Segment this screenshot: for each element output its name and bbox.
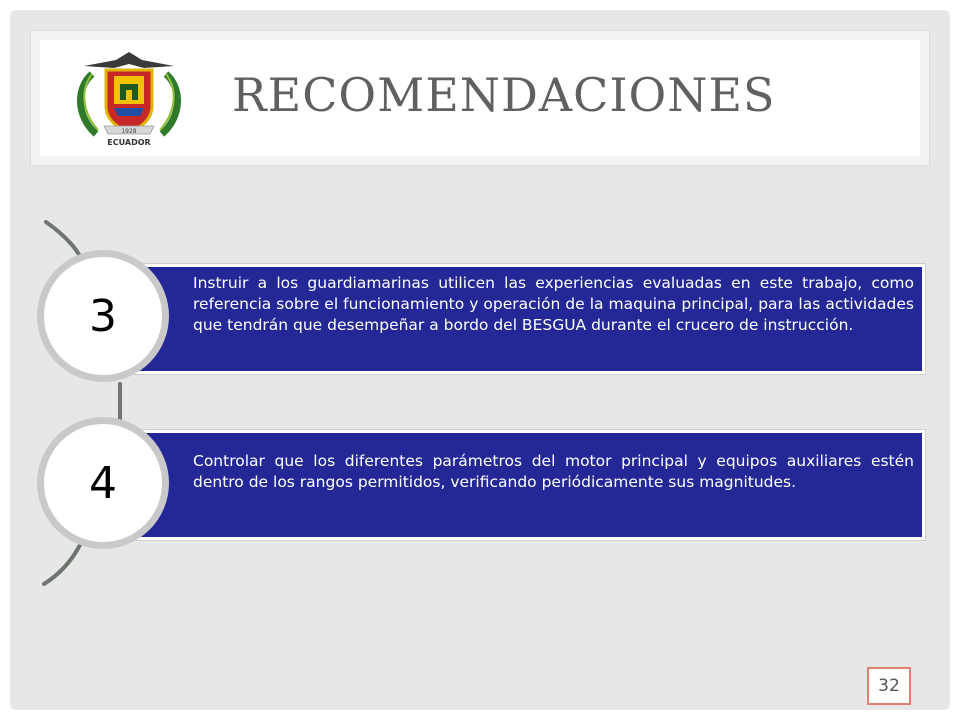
- step-number-badge: 4: [37, 417, 169, 549]
- svg-text:ECUADOR: ECUADOR: [107, 138, 151, 147]
- page-title: RECOMENDACIONES: [232, 68, 776, 122]
- list-item-text: Controlar que los diferentes parámetros del motor principal y equipos auxiliares estén dentro de los rangos permitidos, verificando periódicamente sus magnitudes.: [193, 452, 914, 491]
- list-item-4: [128, 430, 925, 540]
- list-item-text: Instruir a los guardiamarinas utilicen las experiencias evaluadas en este trabajo, como referencia sobre el funcionamiento y operación de la maquina principal, para las actividades que tendrán que desempeñar a bordo del BESGUA durante el crucero de instrucción.: [193, 274, 914, 334]
- step-number-badge: 3: [37, 250, 169, 382]
- svg-text:1928: 1928: [121, 128, 137, 135]
- naval-school-crest-icon: [70, 46, 188, 152]
- page-number: 32: [867, 667, 911, 705]
- list-item-3: [128, 264, 925, 374]
